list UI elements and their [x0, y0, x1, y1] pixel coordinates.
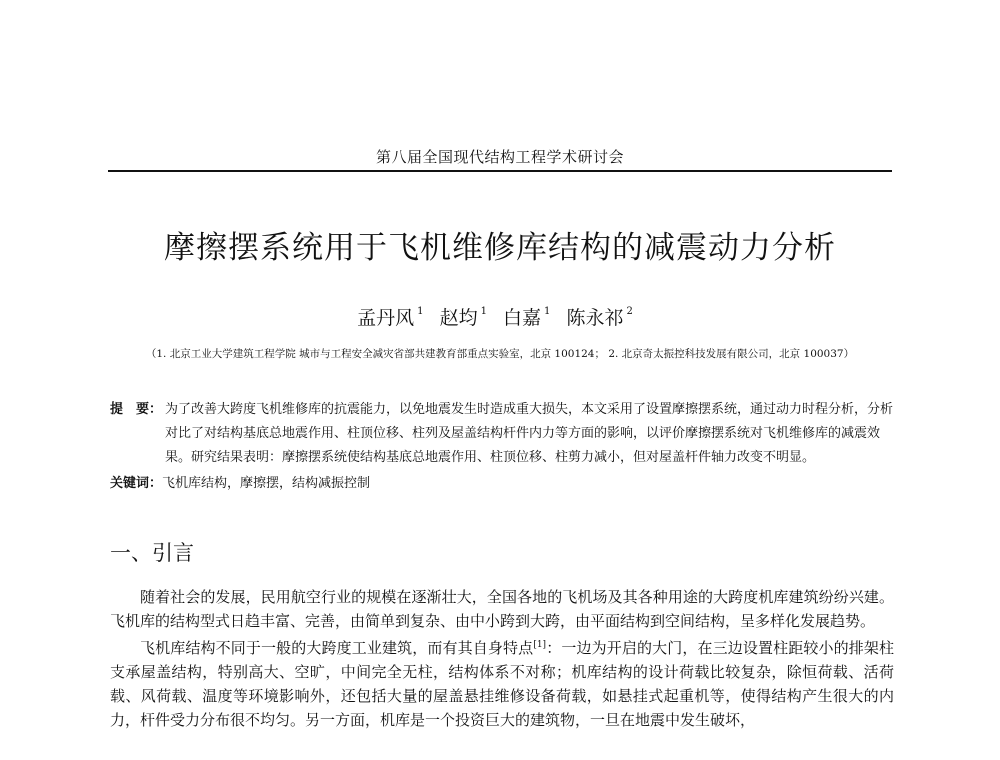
author-2 [440, 307, 487, 329]
paragraph-2-text: 飞机库结构不同于一般的大跨度工业建筑，而有其自身特点 [140, 639, 534, 657]
paragraph-2 [110, 633, 894, 732]
author-name: 孟丹风 [357, 307, 415, 329]
paragraph-1: 随着社会的发展，民用航空行业的规模在逐渐壮大，全国各地的飞机场及其各种用途的大跨度机库建筑纷纷兴建。飞机库的结构型式日趋丰富、完善，由简单到复杂、由中小跨到大跨，由平面结构到空间结构，呈多样化发展趋势。 [110, 588, 894, 630]
header-rule [108, 170, 892, 172]
author-4 [566, 307, 632, 329]
author-affil-mark: 1 [417, 306, 424, 317]
keywords-label: 关键词： [110, 476, 163, 491]
author-affil-mark: 2 [626, 306, 633, 317]
paper-title: 摩擦摆系统用于飞机维修库结构的减震动力分析 [164, 230, 836, 266]
citation-ref: [1] [533, 640, 547, 650]
keywords-text: 飞机库结构，摩擦摆，结构减振控制 [162, 476, 371, 491]
author-3 [503, 307, 550, 329]
author-1 [357, 307, 423, 329]
author-name: 赵均 [439, 307, 478, 329]
abstract [110, 398, 900, 470]
abstract-text: 为了改善大跨度飞机维修库的抗震能力，以免地震发生时造成重大损失，本文采用了设置摩擦摆系统，通过动力时程分析，分析对比了对结构基底总地震作用、柱顶位移、柱列及屋盖结构杆件内力等方面的影响，以评价摩擦摆系统对飞机维修库的减震效果。研究结果表明：摩擦摆系统使结构基底总地震作用、柱顶位移、柱剪力减小，但对屋盖杆件轴力改变不明显。 [165, 402, 894, 465]
paragraph-2-text-cont: ：一边为开启的大门，在三边设置柱距较小的排架柱支承屋盖结构，特别高大、空旷，中间完全无柱，结构体系不对称；机库结构的设计荷载比较复杂，除恒荷载、活荷载、风荷载、温度等环境影响外，还包括大量的屋盖悬挂维修设备荷载，如悬挂式起重机等，使得结构产生很大的内力，杆件受力分布很不均匀。另一方面，机库是一个投资巨大的建筑物，一旦在地震中发生破坏， [110, 639, 894, 729]
author-name: 白嘉 [503, 307, 542, 329]
section-heading: 一、引言 [110, 541, 194, 565]
body-text [110, 585, 894, 732]
keywords [110, 472, 900, 496]
author-affil-mark: 1 [544, 306, 551, 317]
affiliations: （1. 北京工业大学建筑工程学院 城市与工程安全减灾省部共建教育部重点实验室，北京 100124； 2. 北京奇太振控科技发展有限公司，北京 100037） [145, 348, 855, 360]
abstract-label: 提 要： [110, 402, 163, 417]
author-name: 陈永祁 [566, 307, 624, 329]
running-header: 第八届全国现代结构工程学术研讨会 [375, 148, 624, 166]
author-affil-mark: 1 [480, 306, 487, 317]
author-list [300, 303, 700, 330]
